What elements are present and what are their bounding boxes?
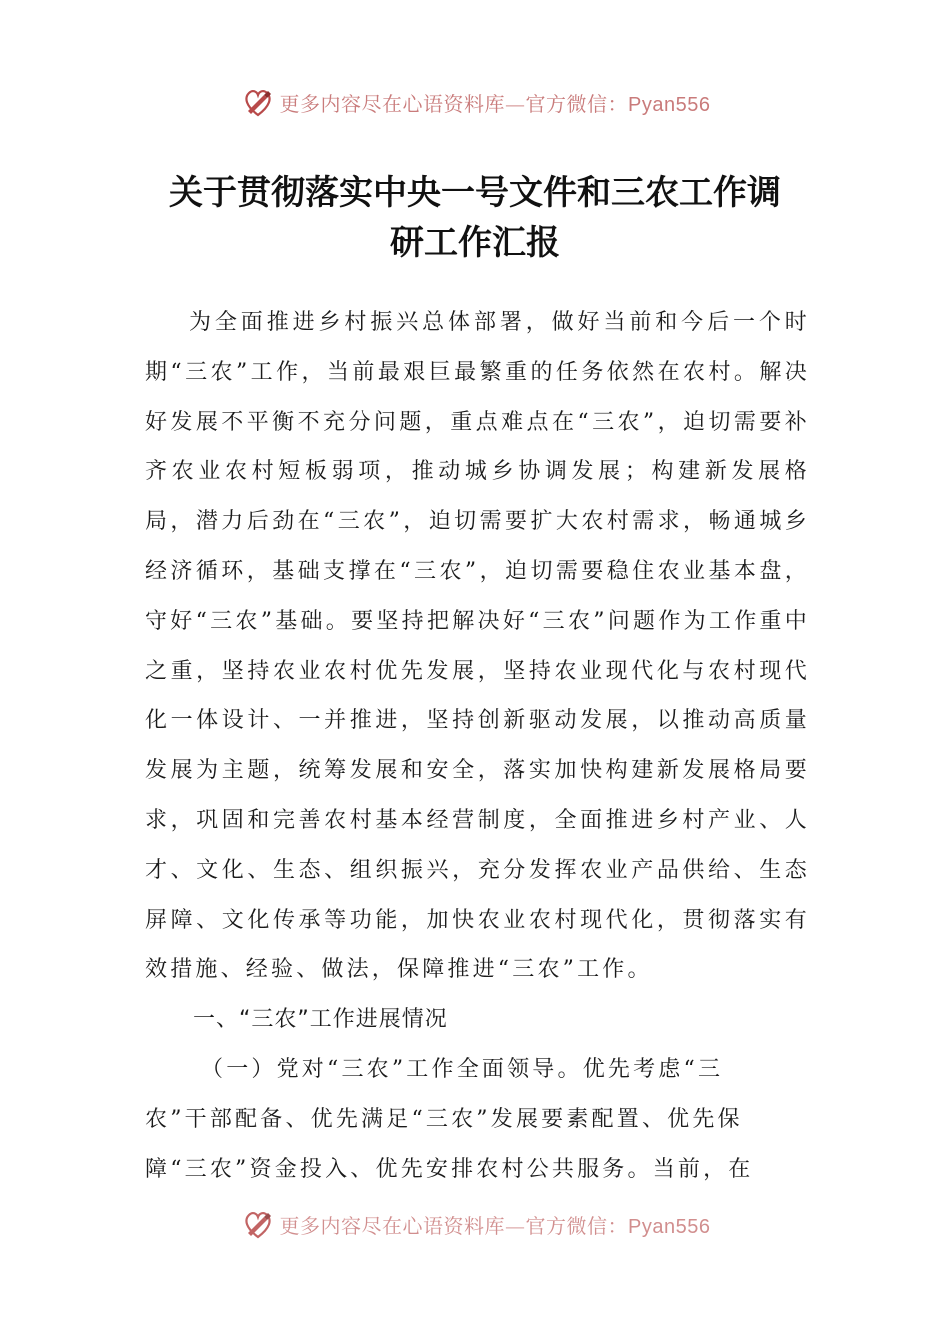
pen-heart-logo-icon (240, 84, 276, 120)
watermark-wechat-id: Pyan556 (628, 93, 711, 116)
title-line-1: 关于贯彻落实中央一号文件和三农工作调 (169, 173, 781, 213)
intro-paragraph: 为全面推进乡村振兴总体部署，做好当前和今后一个时期“三农”工作，当前最艰巨最繁重的任务依然在农村。解决好发展不平衡不充分问题，重点难点在“三农”，迫切需要补齐农业农村短板弱项，推动城乡协调发展；构建新发展格局，潜力后劲在“三农”，迫切需要扩大农村需求，畅通城乡经济循环，基础支撑在“三农”，迫切需要稳住农业基本盘，守好“三农”基础。要坚持把解决好“三农”问题作为工作重中之重，坚持农业农村优先发展，坚持农业现代化与农村现代化一体设计、一并推进，坚持创新驱动发展，以推动高质量发展为主题，统筹发展和安全，落实加快构建新发展格局要求，巩固和完善农村基本经营制度，全面推进乡村产业、人才、文化、生态、组织振兴，充分发挥农业产品供给、生态屏障、文化传承等功能，加快农业农村现代化，贯彻落实有效措施、经验、做法，保障推进“三农”工作。 (145, 310, 810, 983)
subsection-line-2: 农”干部配备、优先满足“三农”发展要素配置、优先保 (145, 1106, 743, 1132)
watermark-separator: — (505, 91, 526, 116)
pen-heart-logo-icon (240, 1206, 276, 1242)
footer-watermark (0, 1206, 950, 1242)
section-heading: 一、“三农”工作进展情况 (193, 1007, 448, 1033)
document-title (0, 168, 950, 268)
title-line-2: 研工作汇报 (390, 223, 560, 263)
subsection-line-1: （一）党对“三农”工作全面领导。优先考虑“三 (201, 1056, 724, 1082)
document-body (145, 298, 810, 1194)
watermark-text (280, 1210, 711, 1239)
watermark-separator: — (505, 1213, 526, 1238)
watermark-brand: 更多内容尽在心语资料库 (279, 1213, 506, 1238)
watermark-brand: 更多内容尽在心语资料库 (279, 91, 506, 116)
header-watermark (0, 84, 950, 120)
watermark-wechat-label: 官方微信： (525, 91, 629, 116)
watermark-wechat-label: 官方微信： (525, 1213, 629, 1238)
watermark-text (280, 88, 711, 117)
subsection-line-3: 障“三农”资金投入、优先安排农村公共服务。当前，在 (145, 1156, 754, 1182)
watermark-wechat-id: Pyan556 (628, 1215, 711, 1238)
